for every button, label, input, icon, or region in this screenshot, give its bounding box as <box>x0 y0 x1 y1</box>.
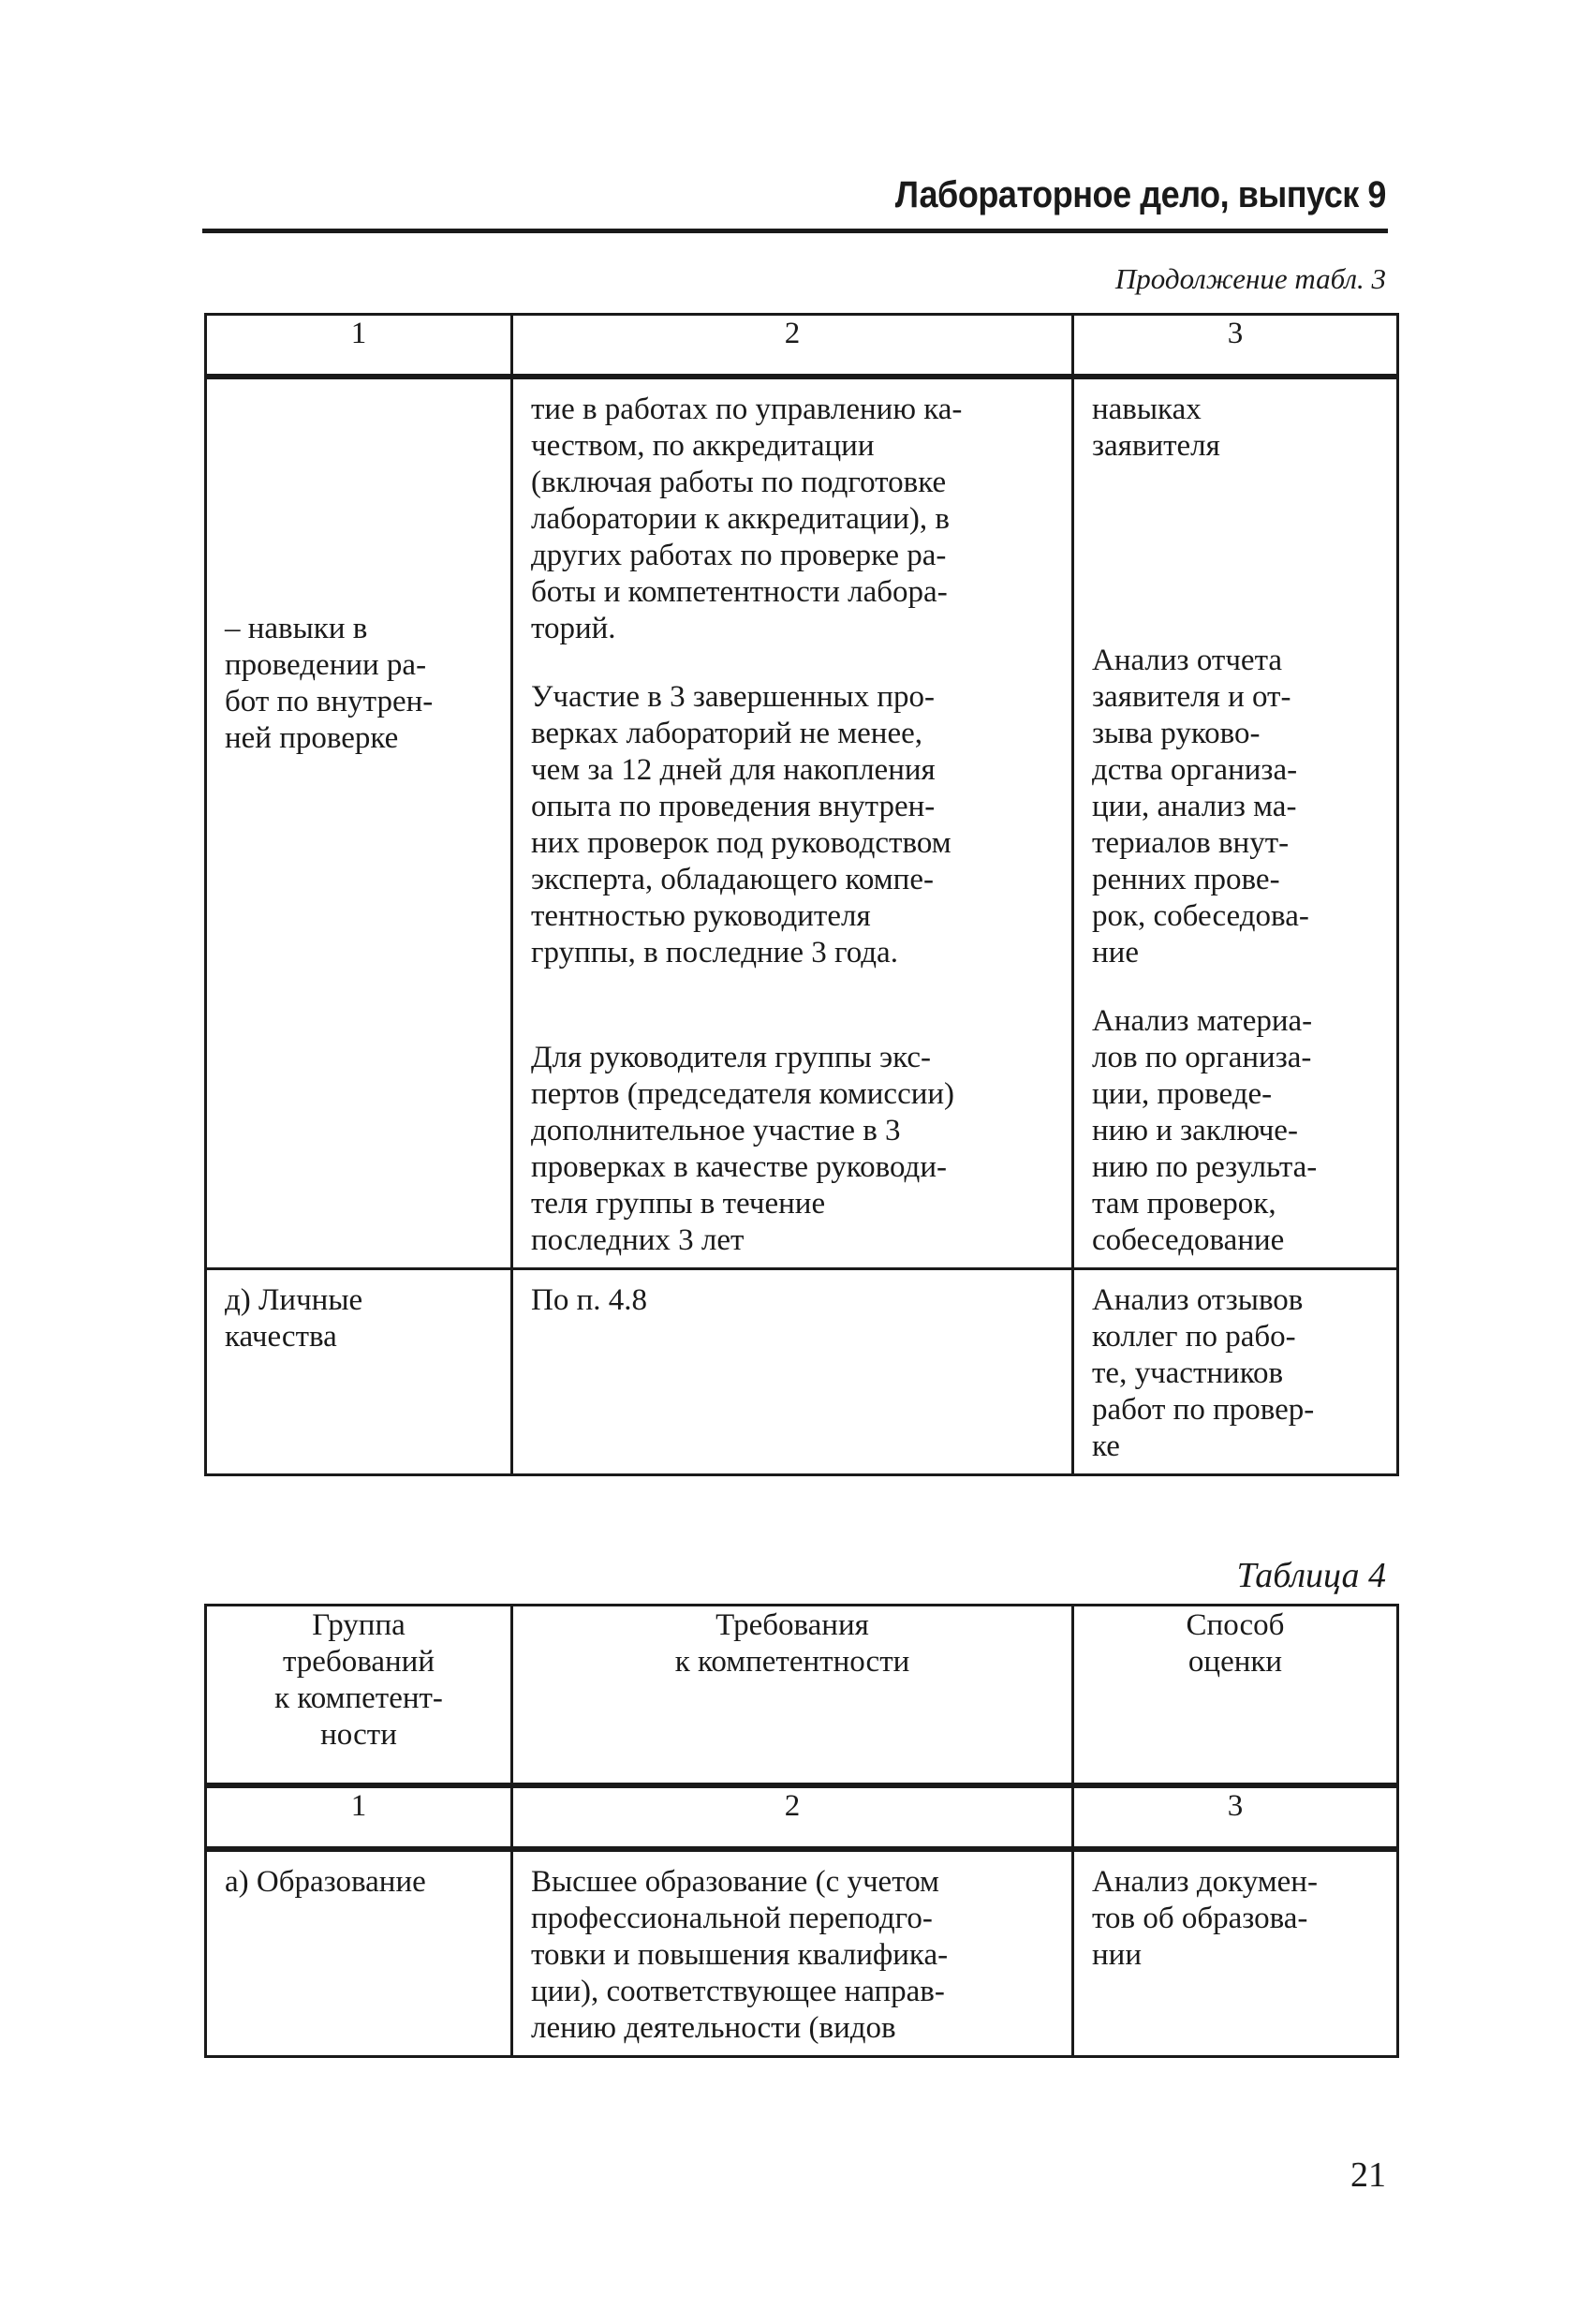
table-row <box>206 378 1398 1269</box>
header-row <box>206 1606 1398 1784</box>
table-row <box>206 1269 1398 1475</box>
cell-line: тие в работах по управлению ка- <box>531 392 963 426</box>
cell-line: (включая работы по подготовке <box>531 466 947 499</box>
cell-line: там проверок, <box>1092 1187 1276 1221</box>
cell-line: нию по результа- <box>1092 1150 1318 1184</box>
cell-line: верках лабораторий не менее, <box>531 717 923 750</box>
assessment-cell <box>1075 1853 1395 1981</box>
cell-line: ции), соответствующее направ- <box>531 1975 945 2008</box>
cell-line: эксперта, обладающего компе- <box>531 863 934 896</box>
cell-line: ние <box>1092 936 1139 970</box>
header-cell <box>1073 1606 1398 1784</box>
cell-line: ции, проведе- <box>1092 1077 1273 1111</box>
cell-line: лов по организа- <box>1092 1041 1312 1074</box>
header-line: Способ <box>1186 1608 1285 1642</box>
cell-line: теля группы в течение <box>531 1187 826 1221</box>
table-cell <box>512 1851 1073 2057</box>
cell-line: товки и повышения квалифика- <box>531 1938 949 1972</box>
cell-line: Анализ отчета <box>1092 644 1283 677</box>
table-4 <box>204 1604 1399 2058</box>
cell-line: лаборатории к аккредитации), в <box>531 502 950 536</box>
assessment-cell <box>1075 380 1395 1266</box>
requirements-cell <box>514 1271 1070 1326</box>
group-cell <box>208 1853 509 1908</box>
cell-line: проведении ра- <box>225 648 427 682</box>
cell-line: нии <box>1092 1938 1142 1972</box>
cell-line: заявителя и от- <box>1092 680 1291 714</box>
cell-line: ке <box>1092 1429 1120 1463</box>
assessment-cell <box>1075 1271 1395 1473</box>
cell-line: чем за 12 дней для накопления <box>531 753 936 787</box>
cell-line: рок, собеседова- <box>1092 899 1309 933</box>
cell-line: Анализ отзывов <box>1092 1283 1304 1317</box>
header-line: к компетент- <box>274 1681 443 1715</box>
cell-line: тов об образова- <box>1092 1902 1308 1935</box>
table-cell <box>1073 378 1398 1269</box>
cell-line: дополнительное участие в 3 <box>531 1114 901 1147</box>
table-3 <box>204 313 1399 1476</box>
cell-line: Анализ материа- <box>1092 1004 1313 1038</box>
column-number-row <box>206 315 1398 376</box>
column-number: 3 <box>1073 1787 1398 1848</box>
cell-line: Участие в 3 завершенных про- <box>531 680 935 714</box>
requirements-cell <box>514 380 1070 1266</box>
cell-line: чеством, по аккредитации <box>531 429 875 463</box>
cell-line: нию и заключе- <box>1092 1114 1298 1147</box>
cell-line: По п. 4.8 <box>531 1283 647 1317</box>
cell-line: Для руководителя группы экс- <box>531 1041 932 1074</box>
header-rule <box>202 229 1388 233</box>
cell-line: последних 3 лет <box>531 1223 745 1257</box>
cell-line: те, участников <box>1092 1356 1284 1390</box>
cell-line: боты и компетентности лабора- <box>531 575 948 609</box>
cell-line: Анализ докумен- <box>1092 1865 1318 1899</box>
cell-line: них проверок под руководством <box>531 826 951 860</box>
cell-line: зыва руково- <box>1092 717 1261 750</box>
group-cell <box>208 380 509 764</box>
table-cell <box>512 1269 1073 1475</box>
cell-line: заявителя <box>1092 429 1220 463</box>
cell-line: териалов внут- <box>1092 826 1290 860</box>
header-line: требований <box>282 1645 435 1679</box>
column-number: 2 <box>512 315 1073 376</box>
cell-line: дства организа- <box>1092 753 1298 787</box>
header-line: Требования <box>715 1608 869 1642</box>
table-cell <box>1073 1269 1398 1475</box>
cell-line: группы, в последние 3 года. <box>531 936 898 970</box>
cell-line: проверках в качестве руководи- <box>531 1150 948 1184</box>
cell-line: торий. <box>531 612 616 645</box>
cell-line: – навыки в <box>225 612 368 645</box>
cell-line: д) Личные <box>225 1283 363 1317</box>
cell-line: навыках <box>1092 392 1202 426</box>
cell-line: лению деятельности (видов <box>531 2011 896 2045</box>
cell-line: качества <box>225 1320 337 1354</box>
header-line: оценки <box>1187 1645 1283 1679</box>
table-row <box>206 1851 1398 2057</box>
running-title: Лабораторное дело, выпуск 9 <box>894 174 1386 215</box>
cell-line: ренних прове- <box>1092 863 1280 896</box>
header-cell <box>206 1606 512 1784</box>
header-line: Группа <box>312 1608 406 1642</box>
header-line: ности <box>320 1718 397 1752</box>
cell-line: собеседование <box>1092 1223 1285 1257</box>
column-number: 3 <box>1073 315 1398 376</box>
cell-line: а) Образование <box>225 1865 426 1899</box>
table-cell <box>1073 1851 1398 2057</box>
column-number-row <box>206 1787 1398 1848</box>
table-cell <box>206 378 512 1269</box>
cell-line: бот по внутрен- <box>225 685 434 718</box>
table-cell <box>512 378 1073 1269</box>
cell-line: ней проверке <box>225 721 399 755</box>
cell-line: тентностью руководителя <box>531 899 871 933</box>
cell-line: Высшее образование (с учетом <box>531 1865 939 1899</box>
header-cell <box>512 1606 1073 1784</box>
table-cell <box>206 1269 512 1475</box>
group-cell <box>208 1271 509 1363</box>
cell-line: работ по провер- <box>1092 1393 1315 1427</box>
cell-line: опыта по проведения внутрен- <box>531 790 936 823</box>
header-line: к компетентности <box>674 1645 910 1679</box>
cell-line: коллег по рабо- <box>1092 1320 1296 1354</box>
cell-line: других работах по проверке ра- <box>531 539 947 572</box>
column-number: 2 <box>512 1787 1073 1848</box>
table-cell <box>206 1851 512 2057</box>
cell-line: профессиональной переподго- <box>531 1902 933 1935</box>
column-number: 1 <box>206 315 512 376</box>
continuation-label: Продолжение табл. 3 <box>1114 262 1386 295</box>
cell-line: пертов (председателя комиссии) <box>531 1077 955 1111</box>
page-number: 21 <box>1350 2155 1386 2195</box>
column-number: 1 <box>206 1787 512 1848</box>
cell-line: ции, анализ ма- <box>1092 790 1297 823</box>
requirements-cell <box>514 1853 1070 2054</box>
table-4-caption: Таблица 4 <box>1236 1556 1386 1595</box>
